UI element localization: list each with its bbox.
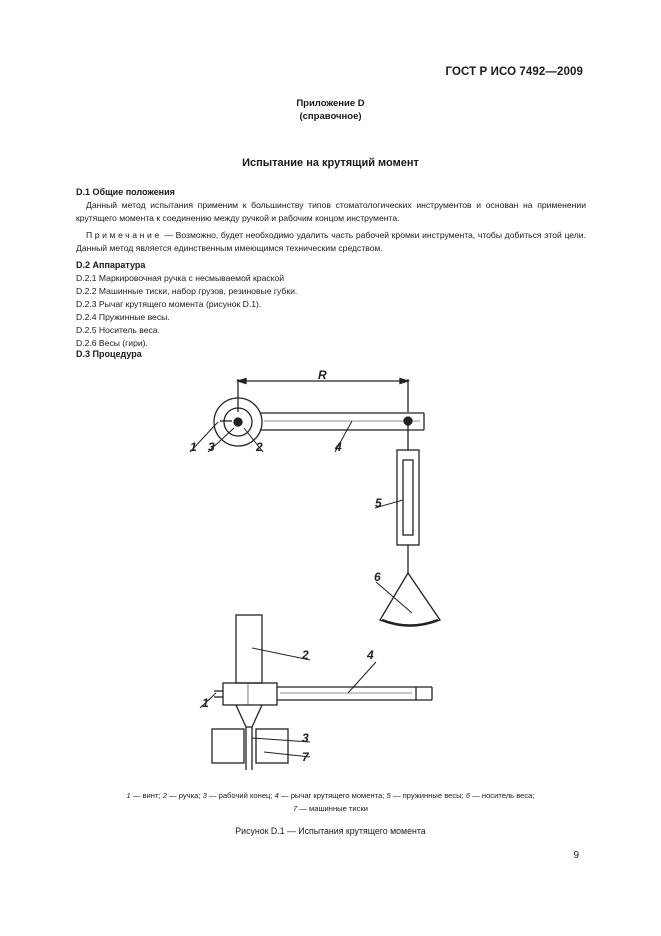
spring-scale — [397, 417, 419, 573]
page-number: 9 — [573, 850, 579, 861]
figure-label: 5 — [375, 496, 382, 510]
legend-number: 3 — [202, 791, 207, 800]
legend-number: 6 — [465, 791, 471, 800]
note-text: — Возможно, будет необходимо удалить часть рабочей кромки инструмента, чтобы добиться этой цели. Данный метод является единственным имеющимся техническим средством. — [76, 230, 586, 253]
legend-number: 4 — [274, 791, 279, 800]
figure-label: 1 — [190, 440, 197, 454]
legend-text: — машинные тиски — [297, 804, 369, 813]
legend-text: — носитель веса; — [470, 791, 535, 800]
annex-subtitle: (справочное) — [299, 111, 362, 122]
legend-text: — ручка; — [166, 791, 203, 800]
figure-label: 2 — [256, 440, 263, 454]
figure-legend-line-1 — [0, 789, 661, 802]
section-1-heading: D.1 Общие положения — [76, 187, 175, 197]
figure-label: 6 — [374, 570, 381, 584]
figure-label: 1 — [202, 696, 209, 710]
vise — [212, 727, 288, 770]
legend-number: 7 — [292, 804, 298, 813]
annex-title: Приложение D — [296, 98, 365, 109]
dimension-label: R — [318, 368, 327, 382]
list-item: D.2.5 Носитель веса. — [76, 325, 160, 335]
list-item: D.2.2 Машинные тиски, набор грузов, резиновые губки. — [76, 286, 298, 296]
legend-text: — пружинные весы; — [390, 791, 466, 800]
figure-label: 4 — [335, 440, 342, 454]
figure-label: 3 — [302, 731, 309, 745]
dimension-line — [238, 379, 408, 413]
legend-text: — рычаг крутящего момента; — [278, 791, 387, 800]
weight-carrier — [380, 573, 440, 626]
legend-number: 5 — [386, 791, 391, 800]
figure-label: 7 — [302, 750, 309, 764]
note-label: Примечание — [86, 230, 162, 240]
figure-label: 2 — [302, 648, 309, 662]
legend-number: 2 — [162, 791, 167, 800]
figure-legend-line-2 — [0, 802, 661, 815]
figure-caption: Рисунок D.1 — Испытания крутящего момента — [235, 826, 426, 836]
legend-text: — винт; — [130, 791, 163, 800]
list-item: D.2.4 Пружинные весы. — [76, 312, 170, 322]
list-item: D.2.1 Маркировочная ручка с несмываемой краской — [76, 273, 285, 283]
list-item: D.2.3 Рычаг крутящего момента (рисунок D.1). — [76, 299, 262, 309]
standard-number: ГОСТ Р ИСО 7492—2009 — [445, 66, 583, 78]
lever-side-view — [277, 687, 432, 700]
figure-label: 4 — [367, 648, 374, 662]
list-item: D.2.6 Весы (гири). — [76, 338, 148, 348]
section-3-heading: D.3 Процедура — [76, 349, 142, 359]
section-2-heading: D.2 Аппаратура — [76, 260, 146, 270]
lever-top-view — [260, 413, 424, 430]
figure-label: 3 — [208, 440, 215, 454]
handle-side-view — [223, 615, 277, 727]
document-title: Испытание на крутящий момент — [242, 157, 419, 169]
legend-number: 1 — [126, 791, 131, 800]
legend-text: — рабочий конец; — [206, 791, 275, 800]
section-1-paragraph: Данный метод испытания применим к большинству типов стоматологических инструментов и основан на применении крутящего момента к соединению между ручкой и рабочим концом инструмента. — [76, 200, 586, 223]
